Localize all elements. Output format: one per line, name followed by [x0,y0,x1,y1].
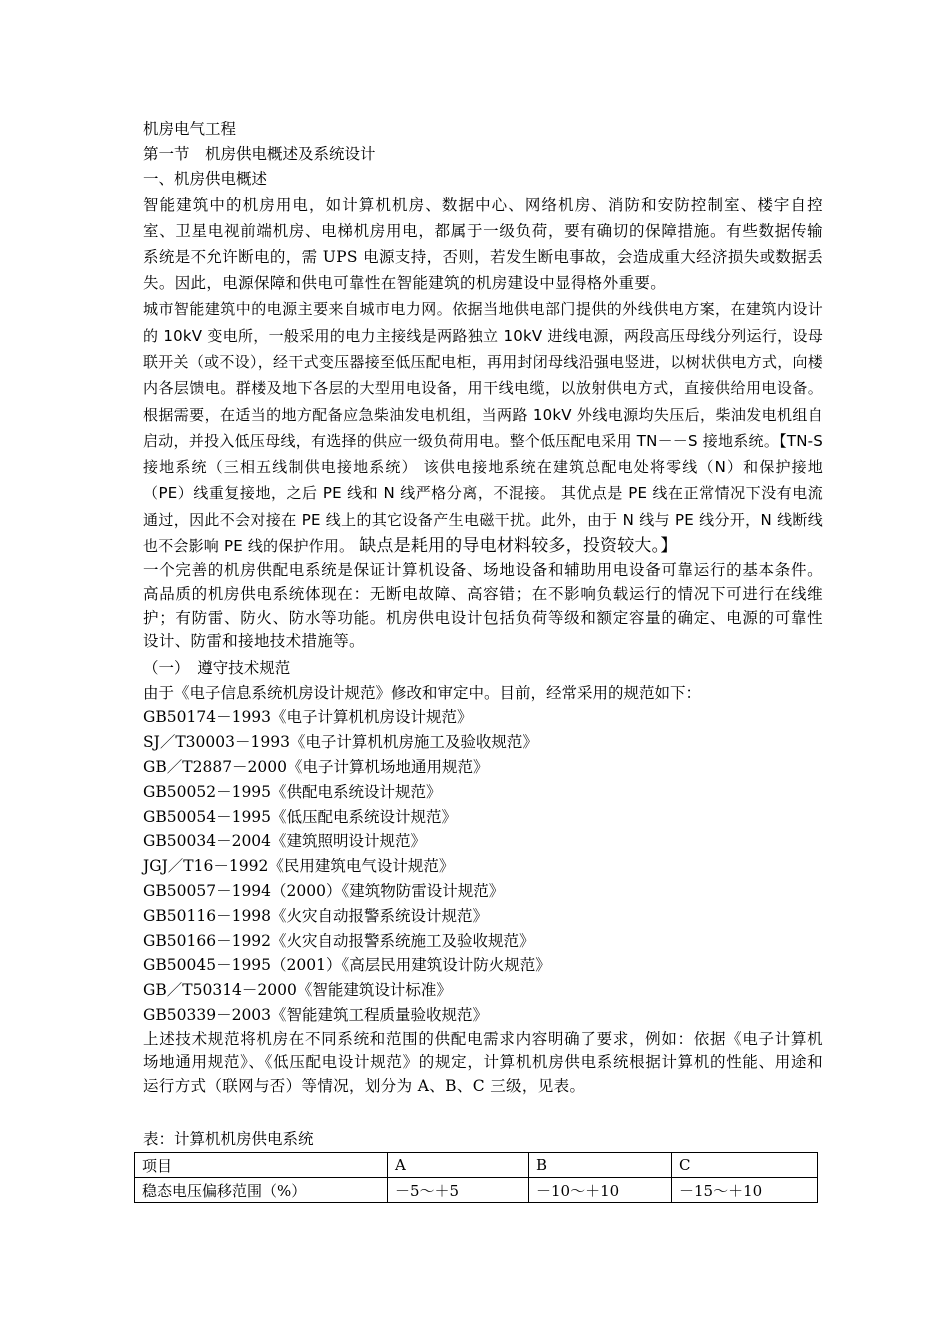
table-header-cell: C [672,1153,818,1178]
table-cell: －5～＋5 [388,1178,529,1203]
paragraph-classification: 上述技术规范将机房在不同系统和范围的供配电需求内容明确了要求，例如：依据《电子计算机场地通用规范》、《低压配电设计规范》的规定，计算机机房供电系统根据计算机的性能、用途和运行方式（联网与否）等情况，划分为 A、B、C 三级，见表。 [143,1029,823,1095]
table-header-cell: 项目 [135,1153,388,1178]
table-row [135,1178,818,1203]
document-body [143,117,823,1098]
table-header-cell: A [388,1153,529,1178]
table-caption: 表：计算机机房供电系统 [143,1130,314,1148]
standard-item: GB50054－1995《低压配电系统设计规范》 [143,807,458,826]
standard-item: GB／T50314－2000《智能建筑设计标准》 [143,981,452,1000]
paragraph-power-source-tail: 缺点是耗用的导电材料较多，投资较大。】 [359,536,678,557]
standard-item: GB50166－1992《火灾自动报警系统施工及验收规范》 [143,931,535,950]
subsection-heading: 一、机房供电概述 [143,169,268,188]
item-heading: （一） 遵守技术规范 [143,658,291,677]
standards-intro: 由于《电子信息系统机房设计规范》修改和审定中。目前，经常采用的规范如下： [143,683,702,702]
standard-item: GB50052－1995《供配电系统设计规范》 [143,782,442,801]
standard-item: SJ／T30003－1993《电子计算机机房施工及验收规范》 [143,733,538,752]
standard-item: GB50045－1995（2001）《高层民用建筑设计防火规范》 [143,956,551,975]
standards-list [143,705,823,1027]
table-cell: 稳态电压偏移范围（%） [135,1178,388,1203]
table-cell: －15～＋10 [672,1178,818,1203]
section-heading: 第一节 机房供电概述及系统设计 [143,144,376,163]
paragraph-overview: 智能建筑中的机房用电，如计算机机房、数据中心、网络机房、消防和安防控制室、楼宇自控室、卫星电视前端机房、电梯机房用电，都属于一级负荷，要有确切的保障措施。有些数据传输系统是不允许断电的，需 UPS 电源支持，否则，若发生断电事故，会造成重大经济损失或数据丢失。因此，电源保障和供电可靠性在智能建筑的机房建设中显得格外重要。 [143,196,823,293]
standard-item: GB50174－1993《电子计算机机房设计规范》 [143,708,473,727]
table-cell: －10～＋10 [529,1178,672,1203]
paragraph-power-source [143,296,823,559]
paragraph-system-quality: 一个完善的机房供配电系统是保证计算机设备、场地设备和辅助用电设备可靠运行的基本条件。高品质的机房供电系统体现在：无断电故障、高容错；在不影响负载运行的情况下可进行在线维护；有防雷、防火、防水等功能。机房供电设计包括负荷等级和额定容量的确定、电源的可靠性设计、防雷和接地技术措施等。 [143,561,823,651]
standard-item: GB50057－1994（2000）《建筑物防雷设计规范》 [143,881,505,900]
document-title: 机房电气工程 [143,120,237,138]
standard-item: GB50339－2003《智能建筑工程质量验收规范》 [143,1005,489,1024]
standard-item: GB／T2887－2000《电子计算机场地通用规范》 [143,757,489,776]
table-header-cell: B [529,1153,672,1178]
table-header-row [135,1153,818,1178]
standard-item: GB50116－1998《火灾自动报警系统设计规范》 [143,906,489,925]
standard-item: GB50034－2004《建筑照明设计规范》 [143,832,427,851]
standard-item: JGJ／T16－1992《民用建筑电气设计规范》 [143,857,455,876]
power-supply-table [134,1152,818,1203]
paragraph-power-source-text: 城市智能建筑中的电源主要来自城市电力网。依据当地供电部门提供的外线供电方案，在建筑内设计的 10kV 变电所，一般采用的电力主接线是两路独立 10kV 进线电源，两段高压母线分列运行，设母联开关（或不设），经干式变压器接至低压配电柜，再用封闭母线沿强电竖进，以树状供电方式，向楼内各层馈电。群楼及地下各层的大型用电设备，用干线电缆，以放射供电方式，直接供给用电设备。根据需要，在适当的地方配备应急柴油发电机组，当两路 10kV 外线电源均失压后，柴油发电机组自启动，并投入低压母线，有选择的供应一级负荷用电。整个低压配电采用 TN－－S 接地系统。【TN-S 接地系统（三相五线制供电接地系统） 该供电接地系统在建筑总配电处将零线（N）和保护接地（PE）线重复接地，之后 PE 线和 N 线严格分离，不混接。 其优点是 PE 线在正常情况下没有电流通过，因此不会对接在 PE 线上的其它设备产生电磁干扰。此外，由于 N 线与 PE 线分开，N 线断线也不会影响 PE 线的保护作用。 [143,300,823,556]
